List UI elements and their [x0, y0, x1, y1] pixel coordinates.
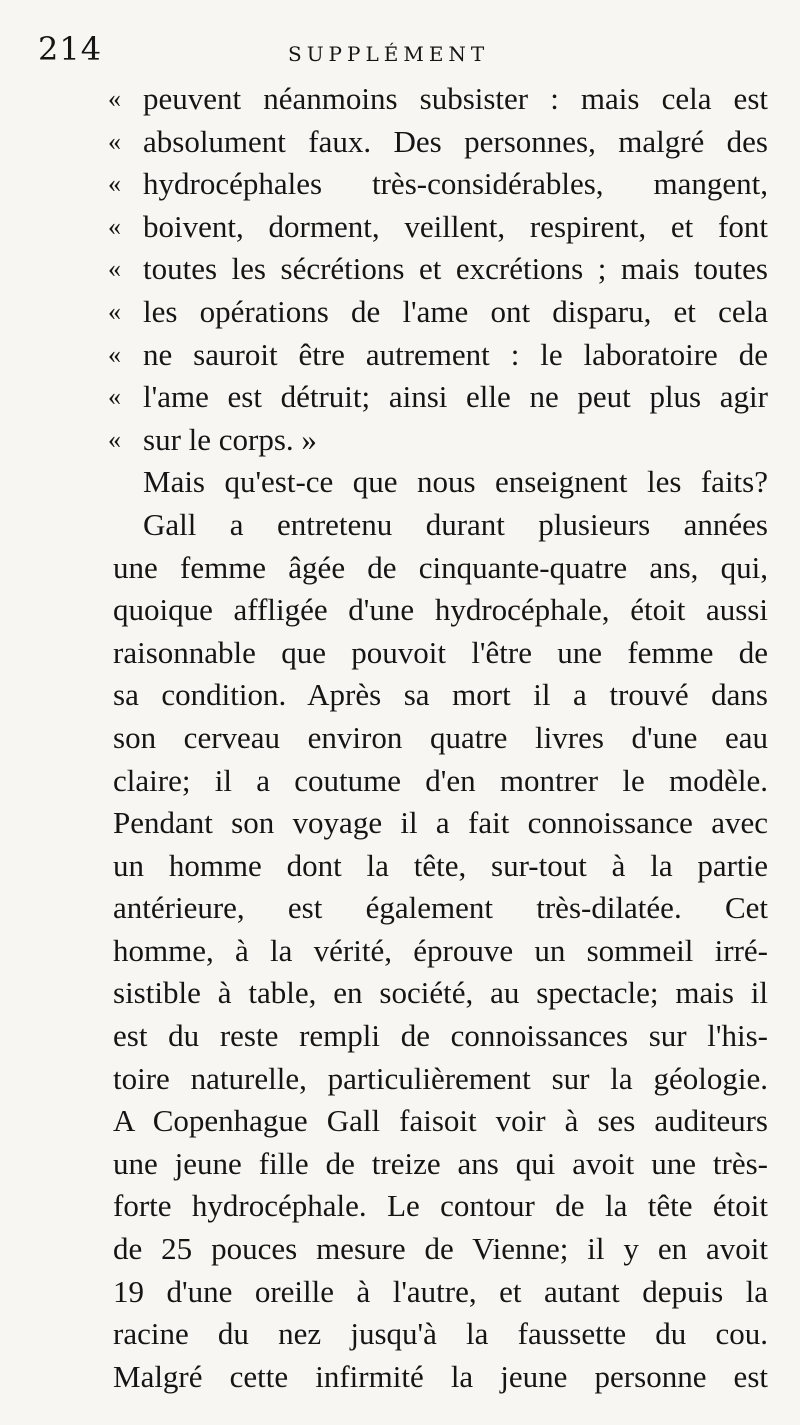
line-text: les opérations de l'ame ont disparu, et cela [143, 293, 768, 329]
text-line [0, 1143, 800, 1186]
text-line [0, 589, 800, 632]
line-text: raisonnable que pouvoit l'être une femme de [113, 634, 768, 670]
text-line [0, 845, 800, 888]
line-text: Mais qu'est-ce que nous enseignent les faits? [143, 464, 768, 500]
line-text: de 25 pouces mesure de Vienne; il y en avoit [113, 1231, 768, 1267]
text-line [0, 547, 800, 590]
quote-mark: « [108, 211, 121, 241]
line-text: peuvent néanmoins subsister : mais cela est [143, 81, 768, 116]
line-text: forte hydrocéphale. Le contour de la tête étoit [113, 1188, 768, 1224]
quote-mark: « [108, 339, 121, 369]
line-text: sistible à table, en société, au spectacle; mais il [113, 975, 768, 1011]
text-line [0, 1015, 800, 1058]
text-line [0, 760, 800, 803]
text-line [0, 887, 800, 930]
text-line [0, 1271, 800, 1314]
text-line [0, 461, 800, 504]
text-line [0, 1356, 800, 1399]
line-text: toire naturelle, particulièrement sur la géologie. [113, 1060, 768, 1096]
text-line [0, 376, 800, 419]
text-line [0, 504, 800, 547]
quote-mark: « [108, 296, 121, 326]
line-text: antérieure, est également très-dilatée. Cet [113, 890, 768, 926]
line-text: sa condition. Après sa mort il a trouvé dans [113, 677, 768, 713]
text-line [0, 206, 800, 249]
line-text: hydrocéphales très-considérables, mangent, [143, 166, 768, 202]
line-text: Gall a entretenu durant plusieurs années [143, 506, 768, 542]
line-text: l'ame est détruit; ainsi elle ne peut plus agir [143, 379, 768, 415]
text-line [0, 1185, 800, 1228]
text-line [0, 163, 800, 206]
quote-mark: « [108, 84, 121, 113]
text-line [0, 972, 800, 1015]
line-text: Pendant son voyage il a fait connoissance avec [113, 805, 768, 841]
line-text: un homme dont la tête, sur-tout à la partie [113, 847, 768, 883]
text-line [0, 674, 800, 717]
quote-mark: « [108, 382, 121, 412]
quote-mark: « [108, 424, 121, 454]
text-line [0, 291, 800, 334]
text-line [0, 419, 800, 462]
text-line [0, 1100, 800, 1143]
line-text: est du reste rempli de connoissances sur l'his- [113, 1018, 768, 1054]
quote-mark: « [108, 254, 121, 284]
text-line [0, 717, 800, 760]
running-head: SUPPLÉMENT [288, 42, 490, 66]
text-line [0, 1058, 800, 1101]
line-text: Malgré cette infirmité la jeune personne est [113, 1358, 768, 1394]
text-line [0, 802, 800, 845]
line-text: quoique affligée d'une hydrocéphale, étoit aussi [113, 592, 768, 628]
line-text: une femme âgée de cinquante-quatre ans, qui, [113, 549, 768, 585]
text-line [0, 121, 800, 164]
text-line [0, 930, 800, 973]
page-number: 214 [38, 30, 103, 68]
page-header [28, 18, 768, 68]
line-text: 19 d'une oreille à l'autre, et autant depuis la [113, 1273, 768, 1309]
line-text: absolument faux. Des personnes, malgré des [143, 123, 768, 159]
text-line [0, 78, 800, 121]
line-text: toutes les sécrétions et excrétions ; mais toutes [143, 251, 768, 287]
text-line [0, 334, 800, 377]
quote-mark: « [108, 169, 121, 199]
line-text: sur le corps. » [143, 421, 317, 457]
line-text: ne sauroit être autrement : le laboratoire de [143, 336, 768, 372]
line-text: son cerveau environ quatre livres d'une eau [113, 719, 768, 755]
line-text: racine du nez jusqu'à la faussette du cou. [113, 1316, 768, 1352]
line-text: A Copenhague Gall faisoit voir à ses auditeurs [113, 1103, 768, 1139]
text-line [0, 248, 800, 291]
text-line [0, 632, 800, 675]
text-line [0, 1313, 800, 1356]
line-text: claire; il a coutume d'en montrer le modèle. [113, 762, 768, 798]
line-text: une jeune fille de treize ans qui avoit une très- [113, 1145, 768, 1181]
quote-mark: « [108, 126, 121, 156]
line-text: homme, à la vérité, éprouve un sommeil irré- [113, 932, 768, 968]
text-line [0, 1228, 800, 1271]
line-text: boivent, dorment, veillent, respirent, et font [143, 208, 768, 244]
body-text [0, 78, 800, 1398]
